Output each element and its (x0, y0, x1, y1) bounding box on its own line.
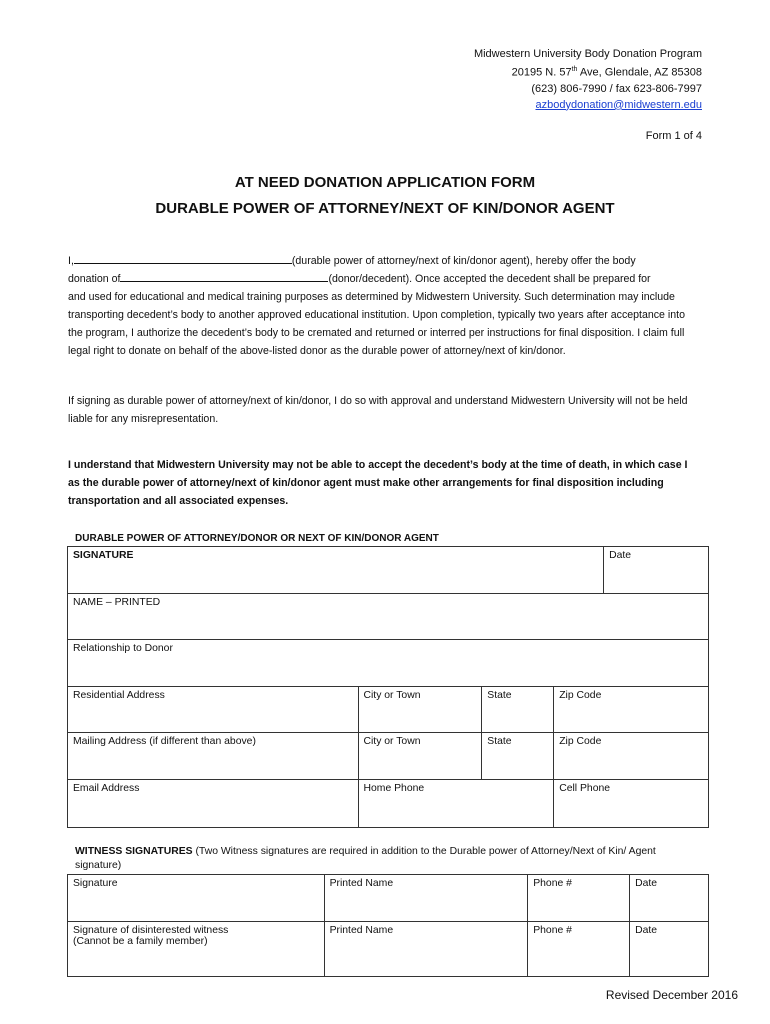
state-cell-1[interactable] (482, 687, 554, 733)
witness2-phone-label: Phone # (533, 925, 572, 936)
signature-cell[interactable] (68, 547, 604, 594)
cell-phone-label: Cell Phone (559, 783, 611, 794)
signature-label: SIGNATURE (73, 550, 134, 561)
form-subtitle: DURABLE POWER OF ATTORNEY/NEXT OF KIN/DONOR AGENT (155, 200, 615, 217)
acceptance-paragraph: I understand that Midwestern University may not be able to accept the decedent’s body at the time of death, in which case I as the durable power of attorney/next of kin/donor agent must make other arrangements for final disposition including transportation and all associated expenses. (68, 459, 688, 507)
witness1-name-cell[interactable] (324, 875, 528, 922)
org-address (474, 62, 702, 81)
state-cell-2[interactable] (482, 733, 554, 780)
witness1-date-cell[interactable] (630, 875, 709, 922)
offer-text-donation: donation of (68, 273, 121, 285)
liability-paragraph: If signing as durable power of attorney/next of kin/donor, I do so with approval and understand Midwestern University will not be held liable for any misrepresentation. (68, 395, 688, 425)
address-street: 20195 N. 57 (511, 66, 572, 79)
witness1-signature-label: Signature (73, 878, 118, 889)
agent-info-table (67, 546, 709, 828)
offer-paragraph (68, 252, 698, 360)
form-title: AT NEED DONATION APPLICATION FORM (234, 174, 536, 191)
witness1-signature-cell[interactable] (68, 875, 325, 922)
address-city: Ave, Glendale, AZ 85308 (577, 66, 702, 79)
state-label-2: State (487, 736, 512, 747)
city-label-2: City or Town (363, 736, 421, 747)
letterhead (474, 46, 702, 113)
residential-address-cell[interactable] (68, 687, 359, 733)
form-number: Form 1 of 4 (645, 130, 702, 142)
witness2-signature-cell[interactable] (68, 922, 325, 977)
zip-label-2: Zip Code (559, 736, 602, 747)
donor-name-blank[interactable] (120, 270, 328, 282)
residential-address-label: Residential Address (73, 690, 165, 701)
home-phone-cell[interactable] (358, 780, 554, 828)
zip-label-1: Zip Code (559, 690, 602, 701)
zip-cell-1[interactable] (554, 687, 709, 733)
address-sup: th (571, 66, 578, 73)
witness2-name-label: Printed Name (329, 925, 394, 936)
state-label-1: State (487, 690, 512, 701)
agent-section-heading: DURABLE POWER OF ATTORNEY/DONOR OR NEXT OF KIN/DONOR AGENT (75, 533, 439, 544)
offer-text-2: (donor/decedent). Once accepted the decedent shall be prepared for (328, 273, 651, 285)
witness1-date-label: Date (635, 878, 658, 889)
org-email-link[interactable]: azbodydonation@midwestern.edu (535, 98, 702, 111)
witness2-signature-note: (Cannot be a family member) (73, 936, 208, 947)
revision-note: Revised December 2016 (605, 988, 738, 1002)
name-printed-cell[interactable] (68, 594, 709, 640)
org-name: Midwestern University Body Donation Program (473, 48, 702, 60)
witness2-date-label: Date (635, 925, 658, 936)
witness2-phone-cell[interactable] (528, 922, 630, 977)
zip-cell-2[interactable] (554, 733, 709, 780)
mailing-address-label: Mailing Address (if different than above) (73, 736, 256, 747)
witness1-phone-cell[interactable] (528, 875, 630, 922)
date-cell[interactable] (604, 547, 709, 594)
witness1-phone-label: Phone # (533, 878, 572, 889)
city-cell-1[interactable] (358, 687, 482, 733)
agent-name-blank[interactable] (74, 252, 292, 264)
email-label: Email Address (73, 783, 140, 794)
city-label-1: City or Town (363, 690, 421, 701)
offer-text-rest: and used for educational and medical training purposes as determined by Midwestern University. Such determination may include transporting decedent’s body to another approved educational institution. Upon completion, typically two years after acceptance into the program, I authorize the decedent’s body to be cremated and returned or interred per instructions for final disposition. I claim full legal right to donate on behalf of the above-listed donor as the durable power of attorney/next of kin/donor. (68, 291, 685, 357)
mailing-address-cell[interactable] (68, 733, 359, 780)
witness2-name-cell[interactable] (324, 922, 528, 977)
offer-text-1: (durable power of attorney/next of kin/donor agent), hereby offer the body (291, 255, 636, 267)
relationship-label: Relationship to Donor (73, 643, 173, 654)
witness-table (67, 874, 709, 977)
witness2-signature-label: Signature of disinterested witness (73, 925, 229, 936)
witness-heading-text: (Two Witness signatures are required in addition to the Durable power of Attorney/Next of Kin/ Agent signature) (75, 846, 656, 871)
witness1-name-label: Printed Name (329, 878, 394, 889)
cell-phone-cell[interactable] (554, 780, 709, 828)
email-cell[interactable] (68, 780, 359, 828)
witness-heading-bold: WITNESS SIGNATURES (75, 846, 193, 857)
witness2-date-cell[interactable] (630, 922, 709, 977)
offer-text-i: I, (68, 255, 74, 267)
city-cell-2[interactable] (358, 733, 482, 780)
home-phone-label: Home Phone (363, 783, 425, 794)
date-label: Date (609, 550, 632, 561)
org-phone: (623) 806-7990 / fax 623-806-7997 (531, 82, 702, 95)
name-printed-label: NAME – PRINTED (73, 597, 161, 608)
relationship-cell[interactable] (68, 640, 709, 687)
witness-section-heading (75, 845, 685, 873)
